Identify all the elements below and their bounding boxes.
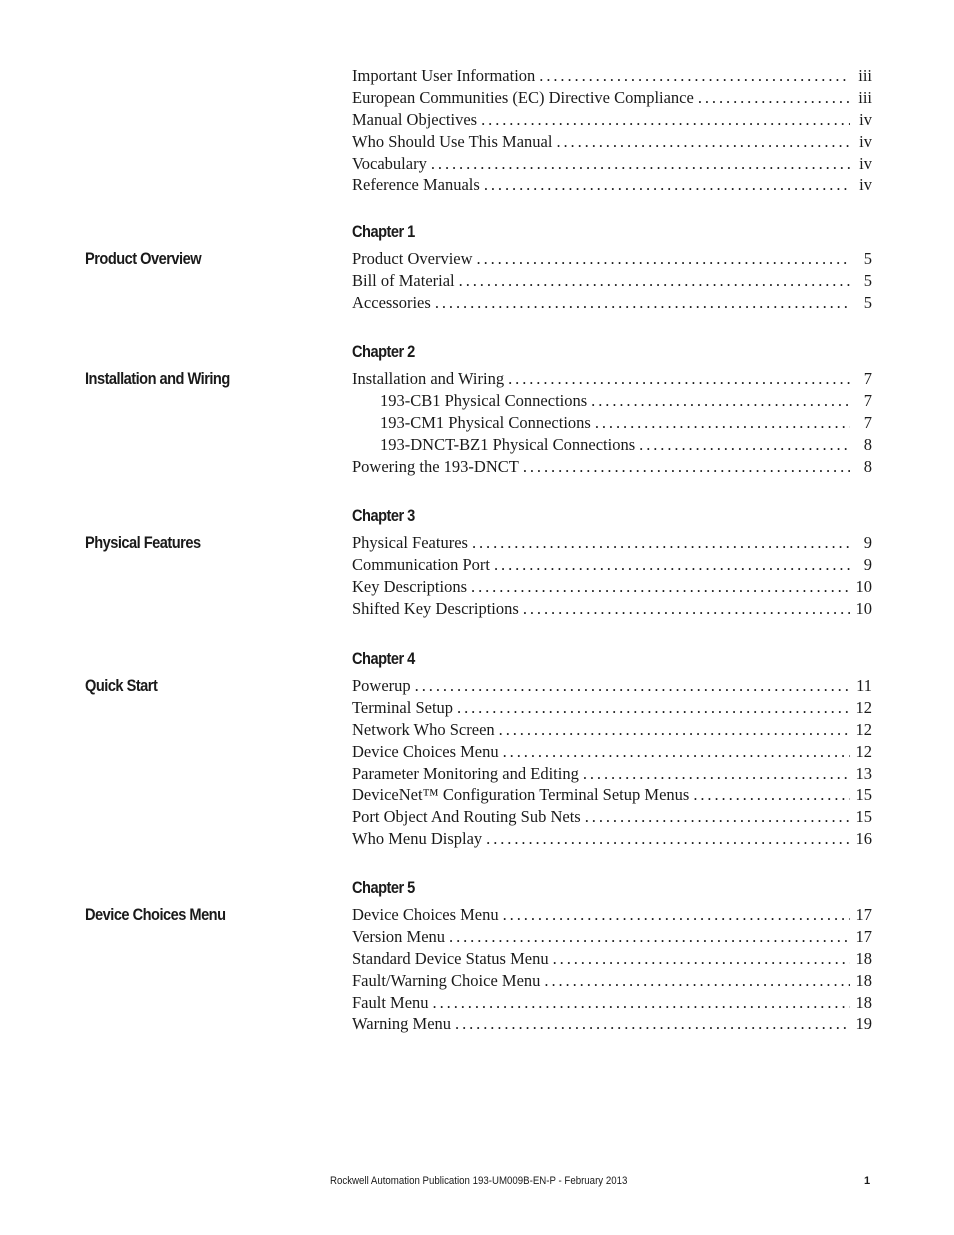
- toc-entry-page: iv: [859, 175, 872, 195]
- toc-entry[interactable]: [352, 532, 872, 554]
- chapter-heading: Chapter 3: [352, 506, 415, 525]
- dot-leader: [583, 763, 850, 785]
- toc-entry-page: 5: [863, 292, 872, 312]
- dot-leader: [591, 390, 850, 412]
- toc-subentry[interactable]: [352, 434, 872, 456]
- dot-leader: [431, 153, 850, 175]
- dot-leader: [435, 292, 850, 314]
- chapter-entries: [352, 532, 872, 620]
- toc-entry[interactable]: [352, 1013, 872, 1035]
- chapter-heading: Chapter 4: [352, 649, 415, 668]
- toc-entry-page: 10: [855, 598, 872, 618]
- dot-leader: [455, 1013, 850, 1035]
- toc-entry-page: 12: [855, 741, 872, 761]
- dot-leader: [503, 741, 850, 763]
- toc-entry[interactable]: [352, 697, 872, 719]
- chapter-entries: [352, 904, 872, 1035]
- toc-entry-page: 11: [856, 676, 872, 695]
- toc-entry[interactable]: [352, 806, 872, 828]
- toc-entry-label: Port Object And Routing Sub Nets: [352, 807, 581, 827]
- toc-entry[interactable]: [352, 763, 872, 785]
- toc-entry-label: Version Menu: [352, 926, 446, 946]
- publication-info: Rockwell Automation Publication 193-UM009B-EN-P - February 2013: [330, 1175, 628, 1187]
- dot-leader: [698, 87, 850, 109]
- toc-entry[interactable]: [352, 270, 872, 292]
- toc-entry[interactable]: [352, 598, 872, 620]
- dot-leader: [484, 174, 850, 196]
- toc-entry[interactable]: [352, 456, 872, 478]
- toc-entry-label: Reference Manuals: [352, 175, 480, 195]
- dot-leader: [693, 784, 850, 806]
- toc-entry-page: 15: [855, 785, 872, 805]
- toc-entry-page: 5: [863, 249, 872, 268]
- dot-leader: [595, 412, 850, 434]
- dot-leader: [494, 554, 850, 576]
- toc-entry-label: DeviceNet™ Configuration Terminal Setup Menus: [352, 785, 690, 805]
- dot-leader: [499, 719, 850, 741]
- toc-entry-page: 17: [855, 926, 872, 946]
- chapter-title: Device Choices Menu: [85, 905, 226, 924]
- toc-entry-page: iv: [859, 131, 872, 151]
- toc-entry-page: 9: [863, 554, 872, 574]
- toc-entry-label: Important User Information: [352, 66, 536, 85]
- toc-entry-page: 15: [855, 807, 872, 827]
- toc-entry[interactable]: [352, 109, 872, 131]
- chapter-entries: [352, 368, 872, 477]
- dot-leader: [471, 576, 850, 598]
- dot-leader: [477, 248, 850, 270]
- toc-entry[interactable]: [352, 948, 872, 970]
- toc-entry[interactable]: [352, 784, 872, 806]
- toc-entry-label: Physical Features: [352, 533, 468, 552]
- prelim-entries: [352, 65, 872, 196]
- toc-entry-page: iii: [858, 87, 872, 107]
- toc-entry[interactable]: [352, 87, 872, 109]
- dot-leader: [639, 434, 850, 456]
- dot-leader: [457, 697, 850, 719]
- chapter-entries: [352, 248, 872, 314]
- dot-leader: [486, 828, 850, 850]
- dot-leader: [508, 368, 850, 390]
- dot-leader: [556, 131, 850, 153]
- dot-leader: [415, 675, 850, 697]
- toc-entry[interactable]: [352, 992, 872, 1014]
- dot-leader: [459, 270, 850, 292]
- toc-entry-page: 8: [863, 434, 872, 454]
- toc-entry[interactable]: [352, 368, 872, 390]
- chapter-heading: Chapter 1: [352, 222, 415, 241]
- toc-entry-page: iv: [859, 109, 872, 129]
- toc-entry-page: iii: [858, 66, 872, 85]
- toc-entry[interactable]: [352, 153, 872, 175]
- toc-entry-label: Accessories: [352, 292, 431, 312]
- toc-entry-label: European Communities (EC) Directive Compliance: [352, 87, 694, 107]
- page-number: 1: [864, 1175, 871, 1187]
- toc-entry[interactable]: [352, 576, 872, 598]
- dot-leader: [585, 806, 850, 828]
- toc-entry-page: 13: [855, 763, 872, 783]
- toc-entry[interactable]: [352, 248, 872, 270]
- dot-leader: [523, 456, 850, 478]
- toc-entry[interactable]: [352, 970, 872, 992]
- toc-entry-page: 7: [863, 369, 872, 388]
- toc-entry[interactable]: [352, 65, 872, 87]
- chapter-heading: Chapter 5: [352, 878, 415, 897]
- dot-leader: [553, 948, 850, 970]
- toc-entry[interactable]: [352, 904, 872, 926]
- toc-entry-page: 18: [855, 992, 872, 1012]
- toc-entry-label: Terminal Setup: [352, 697, 454, 717]
- toc-entry-page: 12: [855, 719, 872, 739]
- toc-entry-label: Fault/Warning Choice Menu: [352, 970, 541, 990]
- dot-leader: [523, 598, 850, 620]
- toc-entry-page: 5: [863, 270, 872, 290]
- dot-leader: [544, 970, 850, 992]
- toc-entry-page: 18: [855, 970, 872, 990]
- toc-entry-label: Shifted Key Descriptions: [352, 598, 519, 618]
- dot-leader: [472, 532, 850, 554]
- toc-entry-page: 18: [855, 948, 872, 968]
- dot-leader: [503, 904, 850, 926]
- toc-entry-label: Who Menu Display: [352, 829, 483, 849]
- toc-entry-label: Manual Objectives: [352, 109, 478, 129]
- toc-entry[interactable]: [352, 719, 872, 741]
- toc-entry-label: Parameter Monitoring and Editing: [352, 763, 579, 783]
- toc-entry[interactable]: [352, 131, 872, 153]
- toc-entry[interactable]: [352, 292, 872, 314]
- toc-entry-label: Product Overview: [352, 249, 473, 268]
- dot-leader: [433, 992, 850, 1014]
- toc-entry-page: 8: [863, 456, 872, 476]
- toc-entry-label: 193-CB1 Physical Connections: [380, 390, 588, 410]
- toc-entry-label: Powerup: [352, 676, 411, 695]
- toc-entry-page: 9: [863, 533, 872, 552]
- toc-entry-page: 7: [863, 390, 872, 410]
- toc-entry-label: Device Choices Menu: [352, 741, 499, 761]
- dot-leader: [539, 65, 850, 87]
- toc-entry[interactable]: [352, 926, 872, 948]
- toc-entry[interactable]: [352, 675, 872, 697]
- toc-entry-label: Device Choices Menu: [352, 905, 499, 924]
- toc-subentry[interactable]: [352, 412, 872, 434]
- toc-entry-label: Warning Menu: [352, 1014, 452, 1034]
- toc-entry-page: iv: [859, 153, 872, 173]
- toc-entry-page: 16: [855, 829, 872, 849]
- toc-entry-label: 193-CM1 Physical Connections: [380, 412, 591, 432]
- chapter-title: Installation and Wiring: [85, 369, 230, 388]
- toc-entry-page: 12: [855, 697, 872, 717]
- toc-entry-label: Vocabulary: [352, 153, 427, 173]
- toc-entry-page: 7: [863, 412, 872, 432]
- toc-entry-label: Network Who Screen: [352, 719, 495, 739]
- toc-entry-label: Bill of Material: [352, 270, 455, 290]
- toc-entry-label: Who Should Use This Manual: [352, 131, 553, 151]
- dot-leader: [449, 926, 850, 948]
- toc-entry-page: 10: [855, 576, 872, 596]
- toc-entry-label: Key Descriptions: [352, 576, 468, 596]
- toc-entry-label: Powering the 193-DNCT: [352, 456, 519, 476]
- chapter-title: Physical Features: [85, 533, 201, 552]
- toc-entry-label: 193-DNCT-BZ1 Physical Connections: [380, 434, 636, 454]
- toc-entry[interactable]: [352, 741, 872, 763]
- toc-entry-label: Fault Menu: [352, 992, 429, 1012]
- toc-entry[interactable]: [352, 554, 872, 576]
- toc-entry[interactable]: [352, 174, 872, 196]
- toc-entry-label: Communication Port: [352, 554, 490, 574]
- toc-entry-page: 19: [855, 1014, 872, 1034]
- toc-entry-label: Installation and Wiring: [352, 369, 505, 388]
- toc-entry-page: 17: [855, 905, 872, 924]
- toc-entry[interactable]: [352, 828, 872, 850]
- toc-entry-label: Standard Device Status Menu: [352, 948, 549, 968]
- chapter-heading: Chapter 2: [352, 342, 415, 361]
- chapter-entries: [352, 675, 872, 850]
- dot-leader: [481, 109, 850, 131]
- chapter-title: Product Overview: [85, 249, 202, 268]
- chapter-title: Quick Start: [85, 676, 158, 695]
- toc-subentry[interactable]: [352, 390, 872, 412]
